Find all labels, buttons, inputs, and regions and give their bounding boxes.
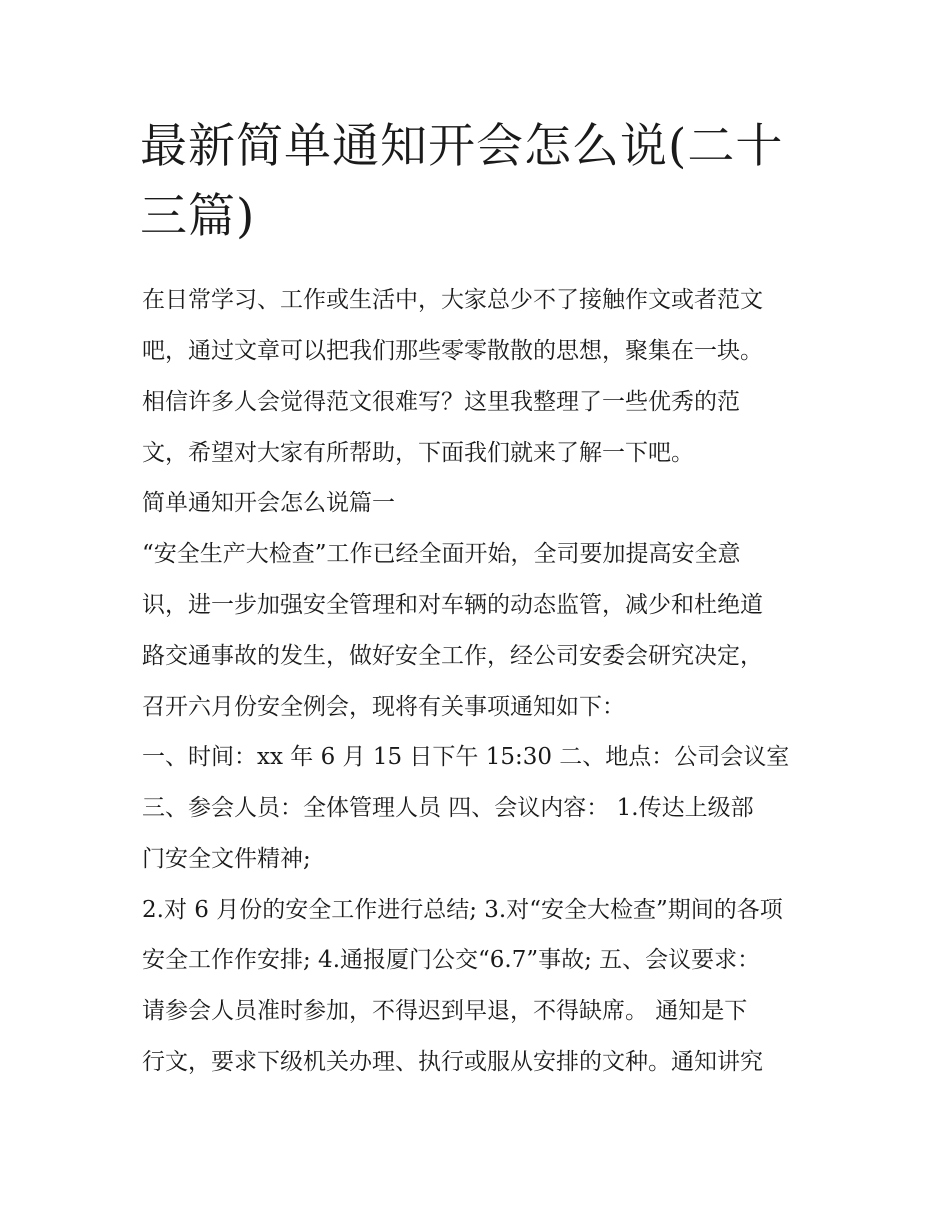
document-title [140,112,830,252]
section-heading: 简单通知开会怎么说篇一 [142,490,395,516]
body-line: 三、参会人员：全体管理人员 四、会议内容： 1.传达上级部 [142,795,754,821]
body-line: 吧，通过文章可以把我们那些零零散散的思想，聚集在一块。 [142,338,763,364]
body-line: 门安全文件精神; [142,846,311,872]
body-line: 行文，要求下级机关办理、执行或服从安排的文种。通知讲究 [142,1049,763,1075]
body-line: 相信许多人会觉得范文很难写？这里我整理了一些优秀的范 [142,389,740,415]
title-line-1: 最新简单通知开会怎么说(二十 [140,119,784,174]
title-line-2: 三篇) [140,189,256,244]
body-line: 文，希望对大家有所帮助，下面我们就来了解一下吧。 [142,440,694,466]
body-line: 安全工作作安排; 4.通报厦门公交“6.7”事故; 五、会议要求： [142,947,761,973]
body-line: 识，进一步加强安全管理和对车辆的动态监管，减少和杜绝道 [142,592,763,618]
body-line: “安全生产大检查”工作已经全面开始，全司要加提高安全意 [142,541,741,567]
body-line: 2.对 6 月份的安全工作进行总结; 3.对“安全大检查”期间的各项 [142,897,783,923]
body-line: 请参会人员准时参加，不得迟到早退，不得缺席。 通知是下 [142,998,748,1024]
body-line: 一、时间：xx 年 6 月 15 日下午 15:30 二、地点：公司会议室 [142,744,790,770]
body-line: 在日常学习、工作或生活中，大家总少不了接触作文或者范文 [142,287,763,313]
body-line: 路交通事故的发生，做好安全工作，经公司安委会研究决定， [142,643,763,669]
body-line: 召开六月份安全例会，现将有关事项通知如下： [142,694,625,720]
